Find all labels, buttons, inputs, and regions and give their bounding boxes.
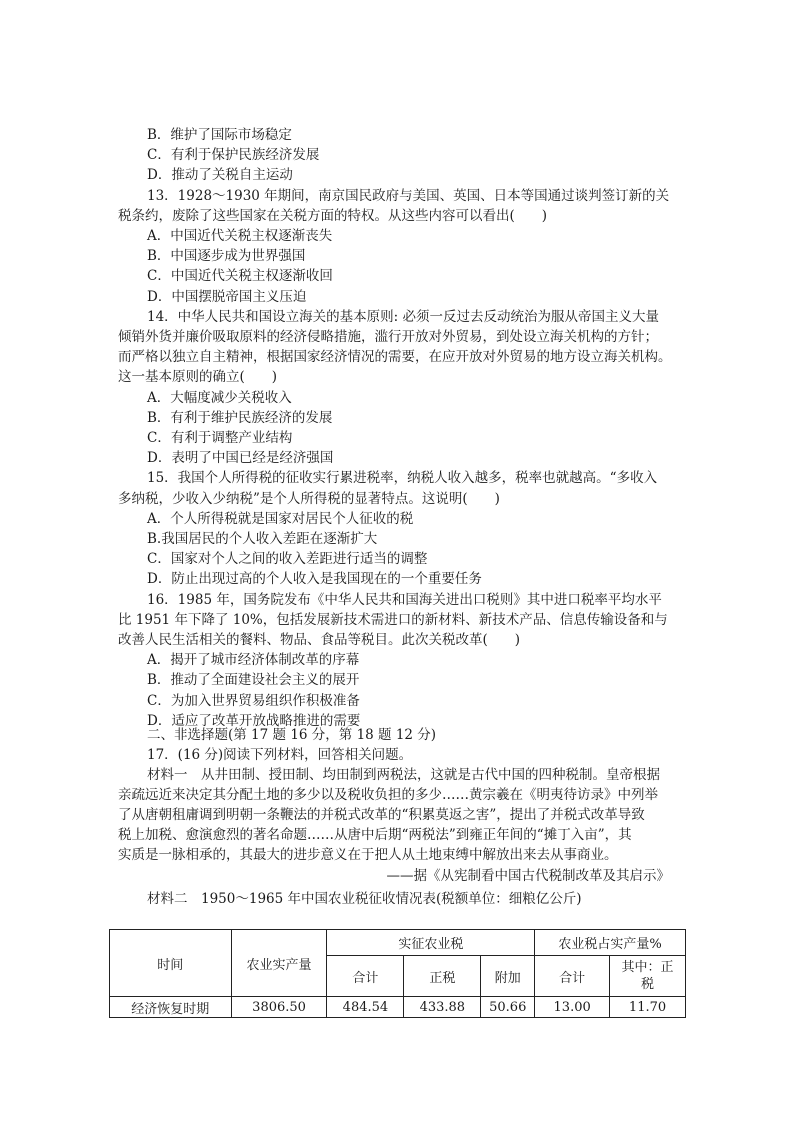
q12-option-d: D．推动了关税自主运动: [147, 167, 293, 184]
subheader-ratio-main: 其中：正税: [610, 956, 686, 997]
q13-option-d: D．中国摆脱帝国主义压迫: [147, 288, 307, 305]
q16-option-c: C．为加入世界贸易组织作积极准备: [147, 692, 360, 709]
q15-stem-line2: 多纳税，少收入少纳税”是个人所得税的显著特点。这说明( ): [118, 490, 500, 507]
q13-stem-line2: 税条约，废除了这些国家在关税方面的特权。从这些内容可以看出( ): [118, 207, 548, 224]
cell-ratio-main: 11.70: [610, 997, 686, 1018]
material1-line3: 了从唐朝租庸调到明朝一条鞭法的并税式改革的“积累莫返之害”，提出了并税式改革导致: [118, 807, 645, 823]
q17-stem: 17．(16 分)阅读下列材料，回答相关问题。: [147, 747, 413, 763]
q15-option-b: B.我国居民的个人收入差距在逐渐扩大: [147, 531, 378, 547]
table-row: [110, 997, 686, 1018]
cell-ratio-total: 13.00: [535, 997, 610, 1018]
header-time: 时间: [110, 930, 232, 997]
q14-option-a: A．大幅度减少关税收入: [147, 389, 292, 406]
material1-source: ——据《从宪制看中国古代税制改革及其启示》: [386, 868, 670, 884]
q15-option-d: D．防止出现过高的个人收入是我国现在的一个重要任务: [147, 571, 482, 588]
material1-line5: 实质是一脉相承的，其最大的进步意义在于把人从土地束缚中解放出来去从事商业。: [118, 847, 618, 863]
q14-stem-line4: 这一基本原则的确立( ): [118, 369, 278, 386]
q16-option-a: A．揭开了城市经济体制改革的序幕: [147, 652, 360, 669]
q14-stem-line1: 14．中华人民共和国设立海关的基本原则: 必须一反过去反动统治为服从帝国主义大量: [147, 308, 660, 325]
q15-option-c: C．国家对个人之间的收入差距进行适当的调整: [147, 551, 428, 568]
q16-stem-line3: 改善人民生活相关的餐料、物品、食品等税目。此次关税改革( ): [118, 632, 521, 648]
q14-option-d: D．表明了中国已经是经济强国: [147, 450, 334, 467]
q13-stem-line1: 13．1928～1930 年期间，南京国民政府与美国、英国、日本等国通过谈判签订新的关: [147, 187, 670, 204]
cell-extra: 50.66: [481, 997, 535, 1018]
q12-option-c: C．有利于保护民族经济发展: [147, 147, 320, 164]
q16-stem-line2: 比 1951 年下降了 10%，包括发展新技术需进口的新材料、新技术产品、信息传输设备和与: [118, 611, 668, 628]
material1-line4: 税上加税、愈演愈烈的著名命题……从唐中后期“两税法”到雍正年间的“摊丁入亩”，其: [118, 827, 632, 843]
cell-main: 433.88: [404, 997, 481, 1018]
q13-option-c: C．中国近代关税主权逐渐收回: [147, 268, 333, 285]
q14-stem-line3: 而严格以独立自主精神，根据国家经济情况的需要，在应开放对外贸易的地方设立海关机构。: [118, 349, 672, 366]
material2-caption: 材料二 1950～1965 年中国农业税征收情况表(税额单位：细粮亿公斤): [147, 891, 582, 907]
header-tax-group: 实征农业税: [327, 930, 535, 956]
q16-option-d: D．适应了改革开放战略推进的需要: [147, 712, 361, 729]
q15-stem-line1: 15．我国个人所得税的征收实行累进税率，纳税人收入越多，税率也就越高。“多收入: [147, 470, 658, 487]
q12-option-b: B．维护了国际市场稳定: [147, 127, 292, 143]
cell-period: 经济恢复时期: [110, 997, 232, 1018]
material1-line2: 亲疏远近来决定其分配土地的多少以及税收负担的多少……黄宗羲在《明夷待访录》中列举: [118, 787, 658, 803]
q14-option-c: C．有利于调整产业结构: [147, 430, 293, 446]
q16-stem-line1: 16．1985 年，国务院发布《中华人民共和国海关进出口税则》其中进口税率平均水平: [147, 591, 662, 608]
subheader-main-tax: 正税: [404, 956, 481, 997]
header-ratio-group: 农业税占实产量%: [535, 930, 686, 956]
section-heading: 二、非选择题(第 17 题 16 分，第 18 题 12 分): [147, 727, 437, 743]
q15-option-a: A．个人所得税就是国家对居民个人征收的税: [147, 510, 414, 527]
subheader-extra: 附加: [481, 956, 535, 997]
cell-total: 484.54: [327, 997, 404, 1018]
cell-output: 3806.50: [231, 997, 327, 1018]
q14-option-b: B．有利于维护民族经济的发展: [147, 409, 333, 426]
q13-option-a: A．中国近代关税主权逐渐丧失: [147, 228, 333, 244]
subheader-total: 合计: [327, 956, 404, 997]
header-output: 农业实产量: [231, 930, 327, 997]
q13-option-b: B．中国逐步成为世界强国: [147, 248, 306, 265]
material1-line1: 材料一 从井田制、授田制、均田制到两税法，这就是古代中国的四种税制。皇帝根据: [147, 767, 660, 783]
q16-option-b: B．推动了全面建设社会主义的展开: [147, 672, 360, 689]
subheader-ratio-total: 合计: [535, 956, 610, 997]
q14-stem-line2: 倾销外货并廉价吸取原料的经济侵略措施，滥行开放对外贸易，到处设立海关机构的方针；: [118, 329, 658, 345]
agri-tax-table: [109, 929, 686, 1018]
